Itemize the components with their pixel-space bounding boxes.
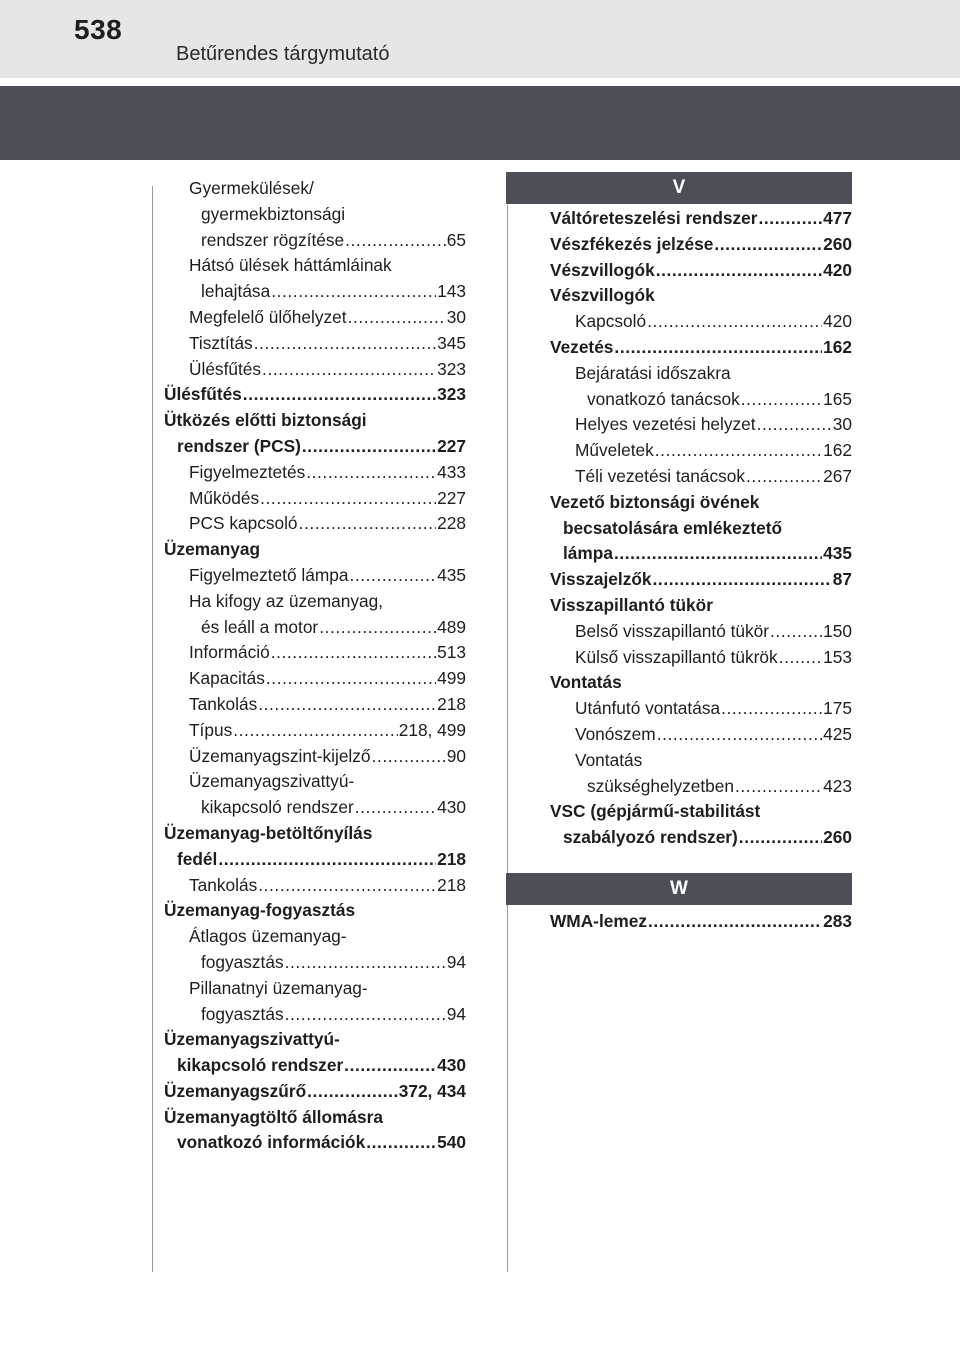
column-divider-right bbox=[507, 205, 508, 1272]
header-dark-band bbox=[0, 86, 960, 160]
index-entry-text: Figyelmeztetés bbox=[189, 461, 306, 482]
index-entry-text: Kapcsoló bbox=[575, 311, 647, 332]
index-entry bbox=[550, 748, 852, 774]
index-entry-text: Vészfékezés jelzése bbox=[550, 233, 714, 254]
leader-dots bbox=[302, 434, 436, 460]
index-entry bbox=[550, 619, 852, 645]
index-entry-text: Vontatás bbox=[550, 672, 622, 693]
index-entry bbox=[550, 490, 852, 516]
index-entry-text: vonatkozó információk bbox=[177, 1132, 366, 1153]
index-entry-text: szabályozó rendszer) bbox=[563, 827, 738, 848]
index-entry-page: 425 bbox=[823, 723, 852, 744]
index-entry bbox=[550, 206, 852, 232]
index-entry-page: 227 bbox=[437, 487, 466, 508]
index-entry bbox=[164, 460, 466, 486]
index-entry-text: lámpa bbox=[563, 543, 613, 564]
index-entry bbox=[164, 305, 466, 331]
index-entry-page: 162 bbox=[823, 440, 852, 461]
index-entry bbox=[164, 176, 466, 202]
index-entry-text: Ütközés előtti biztonsági bbox=[164, 410, 367, 431]
leader-dots bbox=[349, 563, 436, 589]
index-entry-text: Ülésfűtés bbox=[189, 358, 262, 379]
leader-dots bbox=[657, 722, 822, 748]
index-entry-page: 260 bbox=[823, 233, 852, 254]
index-entry-page: 227 bbox=[437, 435, 466, 456]
index-entry-text: Bejáratási időszakra bbox=[575, 362, 731, 383]
index-entry-page: 513 bbox=[437, 642, 466, 663]
page-title: Betűrendes tárgymutató bbox=[176, 43, 390, 65]
index-entry-text: PCS kapcsoló bbox=[189, 513, 298, 534]
index-entry-page: 65 bbox=[446, 229, 466, 250]
index-entry bbox=[164, 486, 466, 512]
index-entry-page: 420 bbox=[823, 259, 852, 280]
index-entry-text: Vontatás bbox=[575, 749, 643, 770]
index-entry bbox=[164, 202, 466, 228]
index-entry-text: Utánfutó vontatása bbox=[575, 698, 721, 719]
header-band bbox=[0, 0, 960, 78]
index-entry bbox=[164, 898, 466, 924]
index-entry bbox=[164, 976, 466, 1002]
index-entry bbox=[164, 1130, 466, 1156]
index-entry-page: 218, 499 bbox=[398, 719, 466, 740]
index-entry bbox=[550, 774, 852, 800]
index-entry-page: 87 bbox=[832, 569, 852, 590]
index-entry-page: 153 bbox=[823, 646, 852, 667]
index-entry-page: 435 bbox=[823, 543, 852, 564]
index-entry-page: 30 bbox=[446, 306, 466, 327]
index-entry bbox=[164, 1105, 466, 1131]
index-entry-page: 489 bbox=[437, 616, 466, 637]
index-entry bbox=[164, 1053, 466, 1079]
leader-dots bbox=[262, 357, 436, 383]
leader-dots bbox=[285, 1002, 446, 1028]
index-entry-text: Ha kifogy az üzemanyag, bbox=[189, 590, 384, 611]
index-entry-text: Üzemanyag bbox=[164, 539, 261, 560]
leader-dots bbox=[319, 615, 436, 641]
leader-dots bbox=[739, 825, 822, 851]
index-entry-page: 430 bbox=[437, 1055, 466, 1076]
index-entry bbox=[164, 873, 466, 899]
index-entry bbox=[550, 670, 852, 696]
index-entry-text: fogyasztás bbox=[201, 951, 284, 972]
index-entry-text: lehajtása bbox=[201, 281, 271, 302]
leader-dots bbox=[746, 464, 822, 490]
index-column-right-v bbox=[550, 206, 852, 851]
leader-dots bbox=[653, 567, 832, 593]
index-entry-text: Üzemanyag-fogyasztás bbox=[164, 900, 356, 921]
column-divider-left bbox=[152, 186, 153, 1272]
index-entry-text: rendszer rögzítése bbox=[201, 229, 345, 250]
leader-dots bbox=[218, 847, 436, 873]
leader-dots bbox=[243, 382, 436, 408]
leader-dots bbox=[307, 1079, 398, 1105]
leader-dots bbox=[299, 511, 437, 537]
index-entry-text: Belső visszapillantó tükör bbox=[575, 620, 770, 641]
index-entry-page: 94 bbox=[446, 1003, 466, 1024]
leader-dots bbox=[372, 744, 446, 770]
index-entry-text: Tankolás bbox=[189, 693, 258, 714]
index-entry bbox=[164, 924, 466, 950]
leader-dots bbox=[254, 331, 436, 357]
index-entry-page: 372, 434 bbox=[398, 1080, 466, 1101]
leader-dots bbox=[614, 541, 822, 567]
index-entry bbox=[550, 387, 852, 413]
index-entry-page: 218 bbox=[437, 848, 466, 869]
index-entry bbox=[164, 795, 466, 821]
index-entry-text: fogyasztás bbox=[201, 1003, 284, 1024]
index-entry-text: becsatolására emlékeztető bbox=[563, 517, 783, 538]
index-entry-page: 423 bbox=[823, 775, 852, 796]
leader-dots bbox=[285, 950, 446, 976]
index-entry-text: VSC (gépjármű-stabilitást bbox=[550, 801, 761, 822]
index-entry-page: 218 bbox=[437, 874, 466, 895]
index-entry-text: Gyermekülések/ bbox=[189, 178, 314, 198]
index-entry-text: Vészvillogók bbox=[550, 259, 655, 280]
index-entry-text: Vezetés bbox=[550, 336, 614, 357]
leader-dots bbox=[614, 335, 822, 361]
index-entry bbox=[164, 666, 466, 692]
leader-dots bbox=[348, 305, 446, 331]
index-entry-text: Információ bbox=[189, 642, 270, 663]
index-entry-text: Téli vezetési tanácsok bbox=[575, 465, 746, 486]
index-entry bbox=[550, 516, 852, 542]
index-entry bbox=[164, 718, 466, 744]
index-entry bbox=[164, 228, 466, 254]
index-entry bbox=[550, 799, 852, 825]
letter-header-w: W bbox=[506, 873, 852, 905]
index-entry bbox=[164, 408, 466, 434]
index-entry bbox=[164, 769, 466, 795]
index-entry-text: Külső visszapillantó tükrök bbox=[575, 646, 778, 667]
leader-dots bbox=[757, 412, 832, 438]
leader-dots bbox=[735, 774, 822, 800]
index-entry-text: Üzemanyagszint-kijelző bbox=[189, 745, 371, 766]
index-entry bbox=[550, 309, 852, 335]
index-entry-text: Üzemanyag-betöltőnyílás bbox=[164, 822, 373, 843]
index-entry bbox=[550, 593, 852, 619]
index-entry-page: 162 bbox=[823, 336, 852, 357]
leader-dots bbox=[271, 279, 436, 305]
index-entry-page: 143 bbox=[437, 281, 466, 302]
index-entry-text: Műveletek bbox=[575, 440, 654, 461]
index-entry-text: rendszer (PCS) bbox=[177, 435, 301, 456]
index-entry-text: WMA-lemez bbox=[550, 911, 647, 931]
index-column-right-w bbox=[550, 909, 852, 935]
index-entry bbox=[550, 258, 852, 284]
index-entry-page: 283 bbox=[823, 911, 852, 931]
index-entry-page: 228 bbox=[437, 513, 466, 534]
leader-dots bbox=[714, 232, 822, 258]
index-entry bbox=[164, 382, 466, 408]
leader-dots bbox=[355, 795, 436, 821]
index-entry bbox=[550, 412, 852, 438]
index-entry-text: Átlagos üzemanyag- bbox=[189, 926, 347, 947]
index-entry-page: 260 bbox=[823, 827, 852, 848]
leader-dots bbox=[260, 486, 436, 512]
index-entry-page: 175 bbox=[823, 698, 852, 719]
index-entry-text: Üzemanyagszivattyú- bbox=[189, 771, 355, 792]
index-entry-page: 433 bbox=[437, 461, 466, 482]
leader-dots bbox=[266, 666, 436, 692]
index-entry-text: kikapcsoló rendszer bbox=[177, 1055, 344, 1076]
index-entry-page: 499 bbox=[437, 668, 466, 689]
index-entry-text: Megfelelő ülőhelyzet bbox=[189, 306, 347, 327]
index-entry-page: 90 bbox=[446, 745, 466, 766]
index-entry bbox=[164, 640, 466, 666]
index-entry-text: Hátsó ülések háttámláinak bbox=[189, 255, 392, 276]
index-entry bbox=[550, 335, 852, 361]
leader-dots bbox=[258, 692, 436, 718]
index-entry-text: Pillanatnyi üzemanyag- bbox=[189, 977, 368, 998]
index-entry-text: Tisztítás bbox=[189, 332, 253, 353]
index-entry bbox=[550, 825, 852, 851]
index-entry-text: szükséghelyzetben bbox=[587, 775, 734, 796]
index-entry bbox=[550, 438, 852, 464]
index-entry bbox=[164, 434, 466, 460]
index-entry-page: 420 bbox=[823, 311, 852, 332]
index-entry bbox=[164, 1002, 466, 1028]
index-entry-page: 323 bbox=[437, 384, 466, 405]
index-entry-page: 30 bbox=[832, 414, 852, 435]
index-entry bbox=[550, 722, 852, 748]
index-entry-text: gyermekbiztonsági bbox=[201, 203, 346, 224]
index-entry bbox=[550, 541, 852, 567]
index-entry-text: Tankolás bbox=[189, 874, 258, 895]
index-entry-text: Vonószem bbox=[575, 723, 656, 744]
index-entry-text: Helyes vezetési helyzet bbox=[575, 414, 756, 435]
index-entry-page: 435 bbox=[437, 564, 466, 585]
leader-dots bbox=[770, 619, 822, 645]
index-entry-text: Üzemanyagszivattyú- bbox=[164, 1029, 340, 1050]
index-entry bbox=[164, 847, 466, 873]
leader-dots bbox=[344, 1053, 436, 1079]
leader-dots bbox=[258, 873, 436, 899]
index-entry bbox=[164, 589, 466, 615]
index-entry bbox=[164, 821, 466, 847]
index-column-left bbox=[164, 176, 466, 1156]
index-entry bbox=[550, 696, 852, 722]
index-entry-page: 345 bbox=[437, 332, 466, 353]
index-entry bbox=[164, 950, 466, 976]
leader-dots bbox=[779, 645, 822, 671]
leader-dots bbox=[366, 1130, 436, 1156]
index-entry-page: 218 bbox=[437, 693, 466, 714]
index-entry bbox=[164, 253, 466, 279]
index-entry bbox=[550, 361, 852, 387]
index-entry-page: 540 bbox=[437, 1132, 466, 1153]
index-entry bbox=[164, 1027, 466, 1053]
index-entry-page: 165 bbox=[823, 388, 852, 409]
index-entry bbox=[164, 744, 466, 770]
index-entry bbox=[164, 615, 466, 641]
index-entry-text: Ülésfűtés bbox=[164, 384, 242, 405]
index-entry bbox=[164, 331, 466, 357]
leader-dots bbox=[721, 696, 822, 722]
leader-dots bbox=[656, 258, 822, 284]
index-entry bbox=[164, 279, 466, 305]
index-entry bbox=[164, 511, 466, 537]
index-entry-text: Visszapillantó tükör bbox=[550, 594, 713, 615]
leader-dots bbox=[647, 309, 822, 335]
leader-dots bbox=[758, 206, 822, 232]
leader-dots bbox=[655, 438, 822, 464]
letter-header-v: V bbox=[506, 172, 852, 204]
index-entry-page: 430 bbox=[437, 797, 466, 818]
index-entry-text: fedél bbox=[177, 848, 218, 869]
index-entry bbox=[164, 357, 466, 383]
index-entry bbox=[550, 567, 852, 593]
index-entry-text: Visszajelzők bbox=[550, 569, 652, 590]
leader-dots bbox=[271, 640, 436, 666]
index-entry-page: 150 bbox=[823, 620, 852, 641]
index-entry-text: vonatkozó tanácsok bbox=[587, 388, 740, 409]
leader-dots bbox=[306, 460, 436, 486]
index-entry-text: Vezető biztonsági övének bbox=[550, 491, 760, 512]
leader-dots bbox=[233, 718, 397, 744]
index-entry bbox=[550, 283, 852, 309]
index-entry-text: Figyelmeztető lámpa bbox=[189, 564, 349, 585]
page-number: 538 bbox=[74, 14, 123, 45]
leader-dots bbox=[648, 909, 822, 935]
index-entry-text: Vészvillogók bbox=[550, 285, 655, 306]
index-entry-text: Váltóreteszelési rendszer bbox=[550, 208, 758, 228]
index-entry-text: Üzemanyagtöltő állomásra bbox=[164, 1106, 383, 1127]
index-entry bbox=[164, 537, 466, 563]
index-entry-page: 94 bbox=[446, 951, 466, 972]
index-entry bbox=[550, 464, 852, 490]
index-entry-text: kikapcsoló rendszer bbox=[201, 797, 354, 818]
index-entry-page: 323 bbox=[437, 358, 466, 379]
index-entry-page: 267 bbox=[823, 465, 852, 486]
index-entry bbox=[164, 692, 466, 718]
index-entry bbox=[164, 563, 466, 589]
index-entry-text: Működés bbox=[189, 487, 260, 508]
index-entry-page: 477 bbox=[823, 208, 852, 228]
leader-dots bbox=[345, 228, 446, 254]
index-entry-text: és leáll a motor bbox=[201, 616, 319, 637]
index-entry bbox=[164, 1079, 466, 1105]
index-entry bbox=[550, 232, 852, 258]
index-entry-text: Típus bbox=[189, 719, 233, 740]
leader-dots bbox=[741, 387, 822, 413]
index-entry bbox=[550, 909, 852, 935]
index-entry-text: Kapacitás bbox=[189, 668, 265, 689]
index-entry-text: Üzemanyagszűrő bbox=[164, 1080, 307, 1101]
index-entry bbox=[550, 645, 852, 671]
